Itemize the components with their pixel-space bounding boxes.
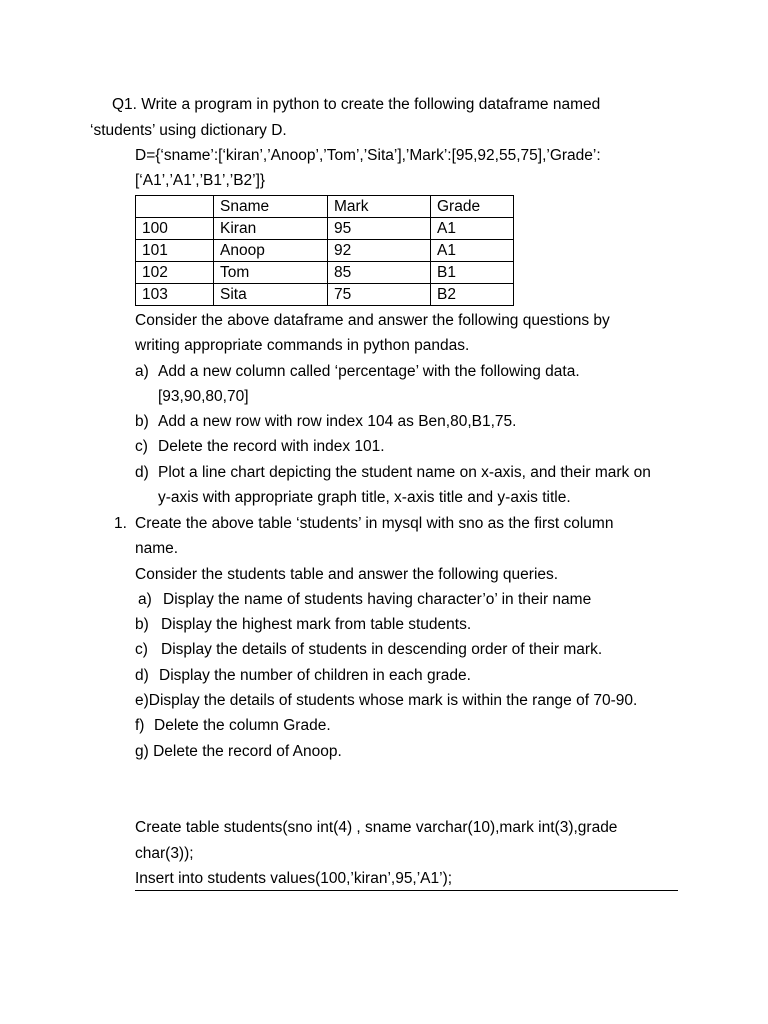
list-item: Display the name of students having character’o’ in their name	[163, 591, 592, 608]
table-header-row	[136, 196, 514, 218]
sql-intro-3: Consider the students table and answer the following queries.	[135, 566, 559, 583]
list-item-continuation: y-axis with appropriate graph title, x-axis title and y-axis title.	[158, 489, 571, 506]
table-cell: Kiran	[214, 218, 328, 240]
table-cell: B1	[431, 262, 514, 284]
list-item-tag: c)	[135, 438, 148, 455]
code-line-2: char(3));	[135, 845, 194, 862]
list-item-tag: d)	[135, 464, 149, 481]
table-row	[136, 284, 514, 306]
table-cell: Anoop	[214, 240, 328, 262]
table-cell: 103	[136, 284, 214, 306]
pandas-intro-2: writing appropriate commands in python pandas.	[135, 337, 470, 354]
sql-intro-2: name.	[135, 540, 179, 557]
list-item: Delete the column Grade.	[154, 717, 331, 734]
pandas-intro-1: Consider the above dataframe and answer the following questions by	[135, 312, 610, 329]
question-line-2: ‘students’ using dictionary D.	[90, 122, 287, 139]
question-line-1: Q1. Write a program in python to create the following dataframe named	[112, 96, 601, 113]
sql-intro-1: Create the above table ‘students’ in mysql with sno as the first column	[135, 515, 614, 532]
list-item: Plot a line chart depicting the student name on x-axis, and their mark on	[158, 464, 651, 481]
list-item-tag: f)	[135, 717, 145, 734]
list-item: e)Display the details of students whose mark is within the range of 70-90.	[135, 692, 638, 709]
list-item: Add a new column called ‘percentage’ with the following data.	[158, 363, 580, 380]
table-cell: 95	[328, 218, 431, 240]
table-cell: B2	[431, 284, 514, 306]
list-item-tag: c)	[135, 641, 148, 658]
table-cell: 102	[136, 262, 214, 284]
table-row	[136, 262, 514, 284]
table-row	[136, 218, 514, 240]
list-item-tag: a)	[135, 363, 149, 380]
table-cell: A1	[431, 218, 514, 240]
list-item-tag: a)	[138, 591, 152, 608]
list-item-continuation: [93,90,80,70]	[158, 388, 249, 405]
dictionary-line-2: [‘A1’,’A1’,’B1’,’B2’]}	[135, 172, 266, 189]
table-cell: Sita	[214, 284, 328, 306]
list-item: Display the details of students in descending order of their mark.	[161, 641, 603, 658]
code-line-3: Insert into students values(100,’kiran’,95,’A1’);	[135, 870, 453, 887]
list-item: Display the number of children in each grade.	[159, 667, 471, 684]
numbered-item-tag: 1.	[114, 515, 127, 532]
dictionary-line-1: D={‘sname’:[‘kiran’,’Anoop’,’Tom’,’Sita’],’Mark’:[95,92,55,75],’Grade’:	[135, 147, 601, 164]
list-item-tag: b)	[135, 616, 149, 633]
header-cell-grade: Grade	[431, 196, 514, 218]
list-item: Add a new row with row index 104 as Ben,80,B1,75.	[158, 413, 517, 430]
header-cell-index	[136, 196, 214, 218]
underline-rule	[135, 890, 678, 891]
list-item: g) Delete the record of Anoop.	[135, 743, 342, 760]
list-item-tag: d)	[135, 667, 149, 684]
table-cell: A1	[431, 240, 514, 262]
table-cell: 100	[136, 218, 214, 240]
table-row	[136, 240, 514, 262]
list-item: Display the highest mark from table students.	[161, 616, 472, 633]
header-cell-sname: Sname	[214, 196, 328, 218]
list-item: Delete the record with index 101.	[158, 438, 385, 455]
list-item-tag: b)	[135, 413, 149, 430]
header-cell-mark: Mark	[328, 196, 431, 218]
code-line-1: Create table students(sno int(4) , sname varchar(10),mark int(3),grade	[135, 819, 618, 836]
table-cell: 85	[328, 262, 431, 284]
table-cell: 92	[328, 240, 431, 262]
table-cell: 75	[328, 284, 431, 306]
students-dataframe-table	[135, 195, 514, 306]
table-cell: 101	[136, 240, 214, 262]
table-cell: Tom	[214, 262, 328, 284]
